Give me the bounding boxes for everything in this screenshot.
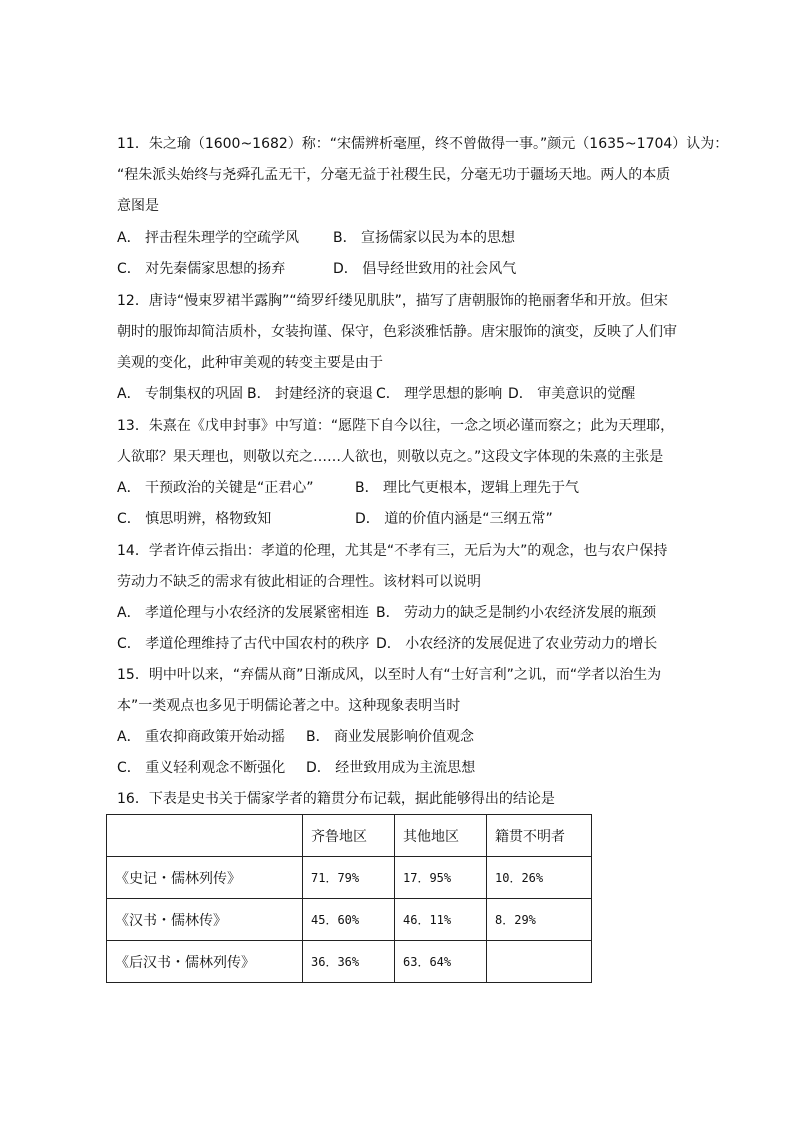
q13-option-c: C． 慎思明辨，格物致知 [117,511,272,527]
table-row [107,899,592,941]
table-cell: 45．60% [303,899,395,941]
table-cell [487,941,592,983]
q14-option-a: A． 孝道伦理与小农经济的发展紧密相连 [117,605,370,621]
table-cell: 63．64% [395,941,487,983]
table-row [107,941,592,983]
table-cell: 71．79% [303,857,395,899]
table-header-cell: 齐鲁地区 [303,815,395,857]
q15-stem-line-2: 本”一类观点也多见于明儒论著之中。这种现象表明当时 [117,698,461,714]
q15-stem-line-1: 15．明中叶以来，“弃儒从商”日渐成风，以至时人有“士好言利”之讥，而“学者以治生为 [117,667,662,683]
q11-stem-line-2: “程朱派头始终与尧舜孔孟无干，分毫无益于社稷生民，分毫无功于疆场天地。两人的本质 [117,167,671,183]
q12-option-d: D． 审美意识的觉醒 [508,386,636,402]
table-header-cell: 其他地区 [395,815,487,857]
q12-option-b: B． 封建经济的衰退 [247,386,374,402]
q15-option-c: C． 重义轻利观念不断强化 [117,760,286,776]
q11-option-c: C． 对先秦儒家思想的扬弃 [117,261,286,277]
q11-option-d: D． 倡导经世致用的社会风气 [333,261,517,277]
q12-option-c: C． 理学思想的影响 [376,386,503,402]
q13-stem-line-2: 人欲耶？果天理也，则敬以充之……人欲也，则敬以克之。”这段文字体现的朱熹的主张是 [117,449,664,465]
scholar-origin-table [106,814,592,983]
q14-option-d: D． 小农经济的发展促进了农业劳动力的增长 [376,636,658,652]
q11-stem-line-1: 11．朱之瑜（1600~1682）称：“宋儒辨析毫厘，终不曾做得一事。”颜元（1635~1704）认为： [117,136,729,152]
table-cell: 《汉书・儒林传》 [107,899,303,941]
q12-stem-line-1: 12．唐诗“慢束罗裙半露胸”“绮罗纤缕见肌肤”，描写了唐朝服饰的艳丽奢华和开放。但宋 [117,293,668,309]
q12-option-a: A． 专制集权的巩固 [117,386,244,402]
q15-option-a: A． 重农抑商政策开始动摇 [117,729,286,745]
q15-option-d: D． 经世致用成为主流思想 [306,760,476,776]
table-cell: 《后汉书・儒林列传》 [107,941,303,983]
table-header-cell [107,815,303,857]
q14-stem-line-2: 劳动力不缺乏的需求有彼此相证的合理性。该材料可以说明 [117,574,481,590]
q12-stem-line-2: 朝时的服饰却简洁质朴，女装拘谨、保守，色彩淡雅恬静。唐宋服饰的演变，反映了人们审 [117,324,677,340]
q13-stem-line-1: 13．朱熹在《戊申封事》中写道：“愿陛下自今以往，一念之顷必谨而察之；此为天理耶， [117,418,675,434]
q14-option-b: B． 劳动力的缺乏是制约小农经济发展的瓶颈 [376,605,657,621]
q13-option-a: A． 干预政治的关键是“正君心” [117,480,314,496]
table-cell: 17．95% [395,857,487,899]
q16-stem-line-1: 16．下表是史书关于儒家学者的籍贯分布记载，据此能够得出的结论是 [117,791,555,807]
table-cell: 8．29% [487,899,592,941]
table-cell: 46．11% [395,899,487,941]
q11-stem-line-3: 意图是 [117,198,159,214]
q14-option-c: C． 孝道伦理维持了古代中国农村的秩序 [117,636,370,652]
table-cell: 36．36% [303,941,395,983]
table-header-row [107,815,592,857]
q14-stem-line-1: 14．学者许倬云指出：孝道的伦理，尤其是“不孝有三，无后为大”的观念，也与农户保持 [117,543,668,559]
q11-option-b: B． 宣扬儒家以民为本的思想 [333,230,516,246]
table-header-cell: 籍贯不明者 [487,815,592,857]
q12-stem-line-3: 美观的变化，此种审美观的转变主要是由于 [117,355,383,371]
table-cell: 《史记・儒林列传》 [107,857,303,899]
q15-option-b: B． 商业发展影响价值观念 [306,729,475,745]
table-row [107,857,592,899]
q13-option-d: D． 道的价值内涵是“三纲五常” [355,511,553,527]
q11-option-a: A． 抨击程朱理学的空疏学风 [117,230,300,246]
table-cell: 10．26% [487,857,592,899]
q13-option-b: B． 理比气更根本，逻辑上理先于气 [355,480,580,496]
